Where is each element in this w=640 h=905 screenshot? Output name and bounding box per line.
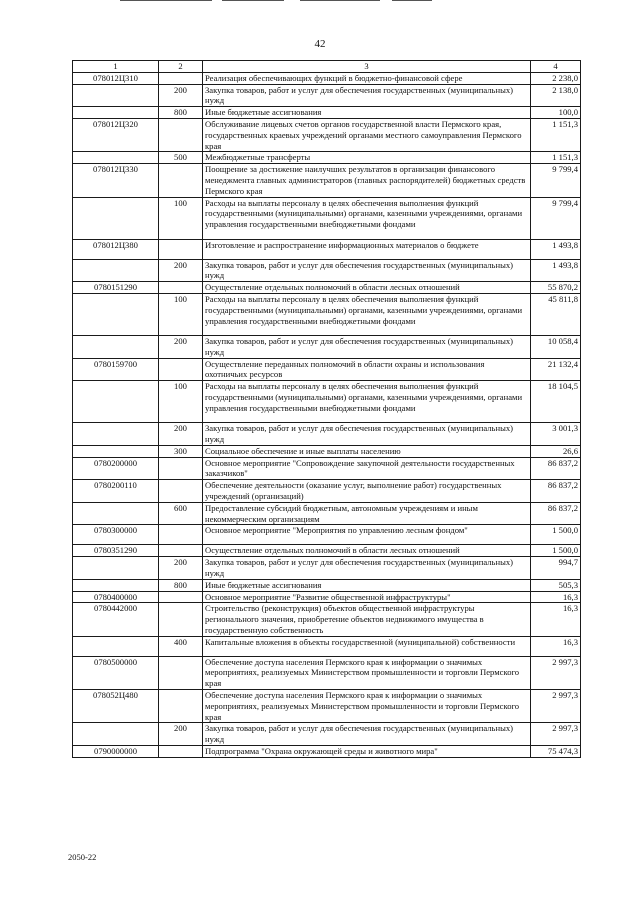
row-amount: 9 799,4 bbox=[531, 197, 581, 239]
row-code: 0780300000 bbox=[73, 525, 159, 545]
row-name: Реализация обеспечивающих функций в бюджетно-финансовой сфере bbox=[203, 72, 531, 84]
row-code bbox=[73, 636, 159, 656]
header-col-1: 1 bbox=[73, 61, 159, 73]
row-type bbox=[159, 545, 203, 557]
row-amount: 2 238,0 bbox=[531, 72, 581, 84]
row-type bbox=[159, 656, 203, 689]
row-code bbox=[73, 107, 159, 119]
row-name: Межбюджетные трансферты bbox=[203, 152, 531, 164]
row-type: 400 bbox=[159, 636, 203, 656]
row-amount: 1 493,8 bbox=[531, 259, 581, 282]
table-row bbox=[73, 239, 581, 259]
row-type: 100 bbox=[159, 197, 203, 239]
row-amount: 45 811,8 bbox=[531, 293, 581, 335]
table-row bbox=[73, 690, 581, 723]
table-row bbox=[73, 282, 581, 294]
row-amount: 18 104,5 bbox=[531, 381, 581, 423]
row-code bbox=[73, 152, 159, 164]
row-amount: 1 151,3 bbox=[531, 118, 581, 151]
row-amount: 1 500,0 bbox=[531, 525, 581, 545]
row-code bbox=[73, 579, 159, 591]
row-code bbox=[73, 557, 159, 580]
row-name: Социальное обеспечение и иные выплаты населению bbox=[203, 445, 531, 457]
row-name: Расходы на выплаты персоналу в целях обеспечения выполнения функций государственными (муниципальными) органами, казенными учреждениями, органами управления государственными внебюджетными фондами bbox=[203, 197, 531, 239]
header-col-2: 2 bbox=[159, 61, 203, 73]
row-amount: 10 058,4 bbox=[531, 335, 581, 358]
row-amount: 86 837,2 bbox=[531, 502, 581, 525]
table-row bbox=[73, 293, 581, 335]
row-name: Закупка товаров, работ и услуг для обеспечения государственных (муниципальных) нужд bbox=[203, 723, 531, 746]
table-row bbox=[73, 502, 581, 525]
row-name: Закупка товаров, работ и услуг для обеспечения государственных (муниципальных) нужд bbox=[203, 84, 531, 107]
row-name: Капитальные вложения в объекты государственной (муниципальной) собственности bbox=[203, 636, 531, 656]
row-code bbox=[73, 445, 159, 457]
row-name: Основное мероприятие "Развитие общественной инфраструктуры" bbox=[203, 591, 531, 603]
table-row bbox=[73, 164, 581, 197]
row-amount: 9 799,4 bbox=[531, 164, 581, 197]
row-type: 200 bbox=[159, 557, 203, 580]
row-amount: 16,3 bbox=[531, 636, 581, 656]
row-name: Иные бюджетные ассигнования bbox=[203, 579, 531, 591]
row-code: 0790000000 bbox=[73, 746, 159, 758]
row-type: 800 bbox=[159, 107, 203, 119]
table-row bbox=[73, 723, 581, 746]
row-type: 200 bbox=[159, 723, 203, 746]
row-code: 0780200110 bbox=[73, 480, 159, 503]
row-amount: 1 151,3 bbox=[531, 152, 581, 164]
row-name: Расходы на выплаты персоналу в целях обеспечения выполнения функций государственными (муниципальными) органами, казенными учреждениями, органами управления государственными внебюджетными фондами bbox=[203, 293, 531, 335]
row-type bbox=[159, 118, 203, 151]
row-type bbox=[159, 690, 203, 723]
row-name: Поощрение за достижение наилучших результатов в организации финансового менеджмента главных администраторов (главных распорядителей) бюджетных средств Пермского края bbox=[203, 164, 531, 197]
row-code: 0780159700 bbox=[73, 358, 159, 381]
row-code: 0780151290 bbox=[73, 282, 159, 294]
row-type: 100 bbox=[159, 381, 203, 423]
row-amount: 86 837,2 bbox=[531, 457, 581, 480]
table-row bbox=[73, 557, 581, 580]
row-type bbox=[159, 72, 203, 84]
table-row bbox=[73, 259, 581, 282]
row-name: Предоставление субсидий бюджетным, автономным учреждениям и иным некоммерческим организациям bbox=[203, 502, 531, 525]
row-type bbox=[159, 239, 203, 259]
table-row bbox=[73, 525, 581, 545]
row-code bbox=[73, 381, 159, 423]
top-rule-far bbox=[392, 0, 432, 1]
header-col-4: 4 bbox=[531, 61, 581, 73]
row-code bbox=[73, 335, 159, 358]
row-type: 600 bbox=[159, 502, 203, 525]
row-type bbox=[159, 457, 203, 480]
table-row bbox=[73, 603, 581, 636]
row-code: 0780200000 bbox=[73, 457, 159, 480]
row-name: Подпрограмма "Охрана окружающей среды и животного мира" bbox=[203, 746, 531, 758]
row-amount: 75 474,3 bbox=[531, 746, 581, 758]
row-code: 078012Ц330 bbox=[73, 164, 159, 197]
row-code: 078012Ц380 bbox=[73, 239, 159, 259]
document-code: 2050-22 bbox=[68, 852, 97, 862]
row-code bbox=[73, 84, 159, 107]
table-row bbox=[73, 656, 581, 689]
row-name: Строительство (реконструкция) объектов общественной инфраструктуры регионального значения, приобретение объектов недвижимого имущества в государственную собственность bbox=[203, 603, 531, 636]
row-name: Осуществление отдельных полномочий в области лесных отношений bbox=[203, 282, 531, 294]
row-code: 0780400000 bbox=[73, 591, 159, 603]
row-code bbox=[73, 723, 159, 746]
header-col-3: 3 bbox=[203, 61, 531, 73]
table-row bbox=[73, 381, 581, 423]
table-row bbox=[73, 72, 581, 84]
row-code bbox=[73, 259, 159, 282]
table-row bbox=[73, 457, 581, 480]
row-name: Закупка товаров, работ и услуг для обеспечения государственных (муниципальных) нужд bbox=[203, 335, 531, 358]
row-amount: 505,3 bbox=[531, 579, 581, 591]
row-amount: 994,7 bbox=[531, 557, 581, 580]
row-name: Закупка товаров, работ и услуг для обеспечения государственных (муниципальных) нужд bbox=[203, 259, 531, 282]
row-amount: 21 132,4 bbox=[531, 358, 581, 381]
row-amount: 100,0 bbox=[531, 107, 581, 119]
row-amount: 16,3 bbox=[531, 591, 581, 603]
row-type: 500 bbox=[159, 152, 203, 164]
table-row bbox=[73, 746, 581, 758]
row-type: 200 bbox=[159, 423, 203, 446]
row-amount: 1 493,8 bbox=[531, 239, 581, 259]
row-amount: 2 997,3 bbox=[531, 723, 581, 746]
row-type: 200 bbox=[159, 84, 203, 107]
row-name: Обслуживание лицевых счетов органов государственной власти Пермского края, государственных краевых учреждений органами местного самоуправления Пермского края bbox=[203, 118, 531, 151]
row-name: Изготовление и распространение информационных материалов о бюджете bbox=[203, 239, 531, 259]
row-amount: 16,3 bbox=[531, 603, 581, 636]
row-code bbox=[73, 423, 159, 446]
row-name: Иные бюджетные ассигнования bbox=[203, 107, 531, 119]
table-row bbox=[73, 152, 581, 164]
row-name: Осуществление переданных полномочий в области охраны и использования охотничьих ресурсов bbox=[203, 358, 531, 381]
table-row bbox=[73, 118, 581, 151]
row-code: 078012Ц310 bbox=[73, 72, 159, 84]
row-type bbox=[159, 480, 203, 503]
row-type bbox=[159, 603, 203, 636]
table-row bbox=[73, 636, 581, 656]
table-row bbox=[73, 423, 581, 446]
row-name: Закупка товаров, работ и услуг для обеспечения государственных (муниципальных) нужд bbox=[203, 423, 531, 446]
row-type bbox=[159, 358, 203, 381]
row-code bbox=[73, 197, 159, 239]
row-amount: 2 997,3 bbox=[531, 656, 581, 689]
row-amount: 2 997,3 bbox=[531, 690, 581, 723]
row-amount: 1 500,0 bbox=[531, 545, 581, 557]
row-amount: 3 001,3 bbox=[531, 423, 581, 446]
row-type: 100 bbox=[159, 293, 203, 335]
row-amount: 86 837,2 bbox=[531, 480, 581, 503]
table-row bbox=[73, 107, 581, 119]
table-row bbox=[73, 358, 581, 381]
row-name: Закупка товаров, работ и услуг для обеспечения государственных (муниципальных) нужд bbox=[203, 557, 531, 580]
top-rule-left bbox=[120, 0, 212, 1]
row-amount: 26,6 bbox=[531, 445, 581, 457]
row-code: 078012Ц320 bbox=[73, 118, 159, 151]
row-type bbox=[159, 746, 203, 758]
row-name: Обеспечение доступа населения Пермского края к информации о значимых мероприятиях, реализуемых Министерством промышленности и торговли Пермского края bbox=[203, 690, 531, 723]
table-row bbox=[73, 579, 581, 591]
row-code: 0780442000 bbox=[73, 603, 159, 636]
row-type: 200 bbox=[159, 335, 203, 358]
row-code bbox=[73, 502, 159, 525]
table-row bbox=[73, 591, 581, 603]
top-rule-right bbox=[300, 0, 380, 1]
table-row bbox=[73, 335, 581, 358]
row-code bbox=[73, 293, 159, 335]
row-type: 300 bbox=[159, 445, 203, 457]
budget-table bbox=[72, 60, 581, 758]
table-row bbox=[73, 545, 581, 557]
table-row bbox=[73, 480, 581, 503]
row-type: 200 bbox=[159, 259, 203, 282]
row-name: Обеспечение деятельности (оказание услуг, выполнение работ) государственных учреждений (организаций) bbox=[203, 480, 531, 503]
row-name: Основное мероприятие "Сопровождение закупочной деятельности государственных заказчиков" bbox=[203, 457, 531, 480]
row-type bbox=[159, 591, 203, 603]
row-type bbox=[159, 164, 203, 197]
row-code: 0780500000 bbox=[73, 656, 159, 689]
row-code: 0780351290 bbox=[73, 545, 159, 557]
row-type: 800 bbox=[159, 579, 203, 591]
row-name: Обеспечение доступа населения Пермского края к информации о значимых мероприятиях, реализуемых Министерством промышленности и торговли Пермского края bbox=[203, 656, 531, 689]
page-number: 42 bbox=[314, 38, 326, 50]
table-row bbox=[73, 84, 581, 107]
row-name: Расходы на выплаты персоналу в целях обеспечения выполнения функций государственными (муниципальными) органами, казенными учреждениями, органами управления государственными внебюджетными фондами bbox=[203, 381, 531, 423]
row-code: 078052Ц480 bbox=[73, 690, 159, 723]
row-type bbox=[159, 525, 203, 545]
row-amount: 55 870,2 bbox=[531, 282, 581, 294]
row-name: Осуществление отдельных полномочий в области лесных отношений bbox=[203, 545, 531, 557]
table-row bbox=[73, 197, 581, 239]
table-row bbox=[73, 445, 581, 457]
top-rule-mid bbox=[222, 0, 284, 1]
table-header-row bbox=[73, 61, 581, 73]
row-amount: 2 138,0 bbox=[531, 84, 581, 107]
row-type bbox=[159, 282, 203, 294]
row-name: Основное мероприятие "Мероприятия по управлению лесным фондом" bbox=[203, 525, 531, 545]
